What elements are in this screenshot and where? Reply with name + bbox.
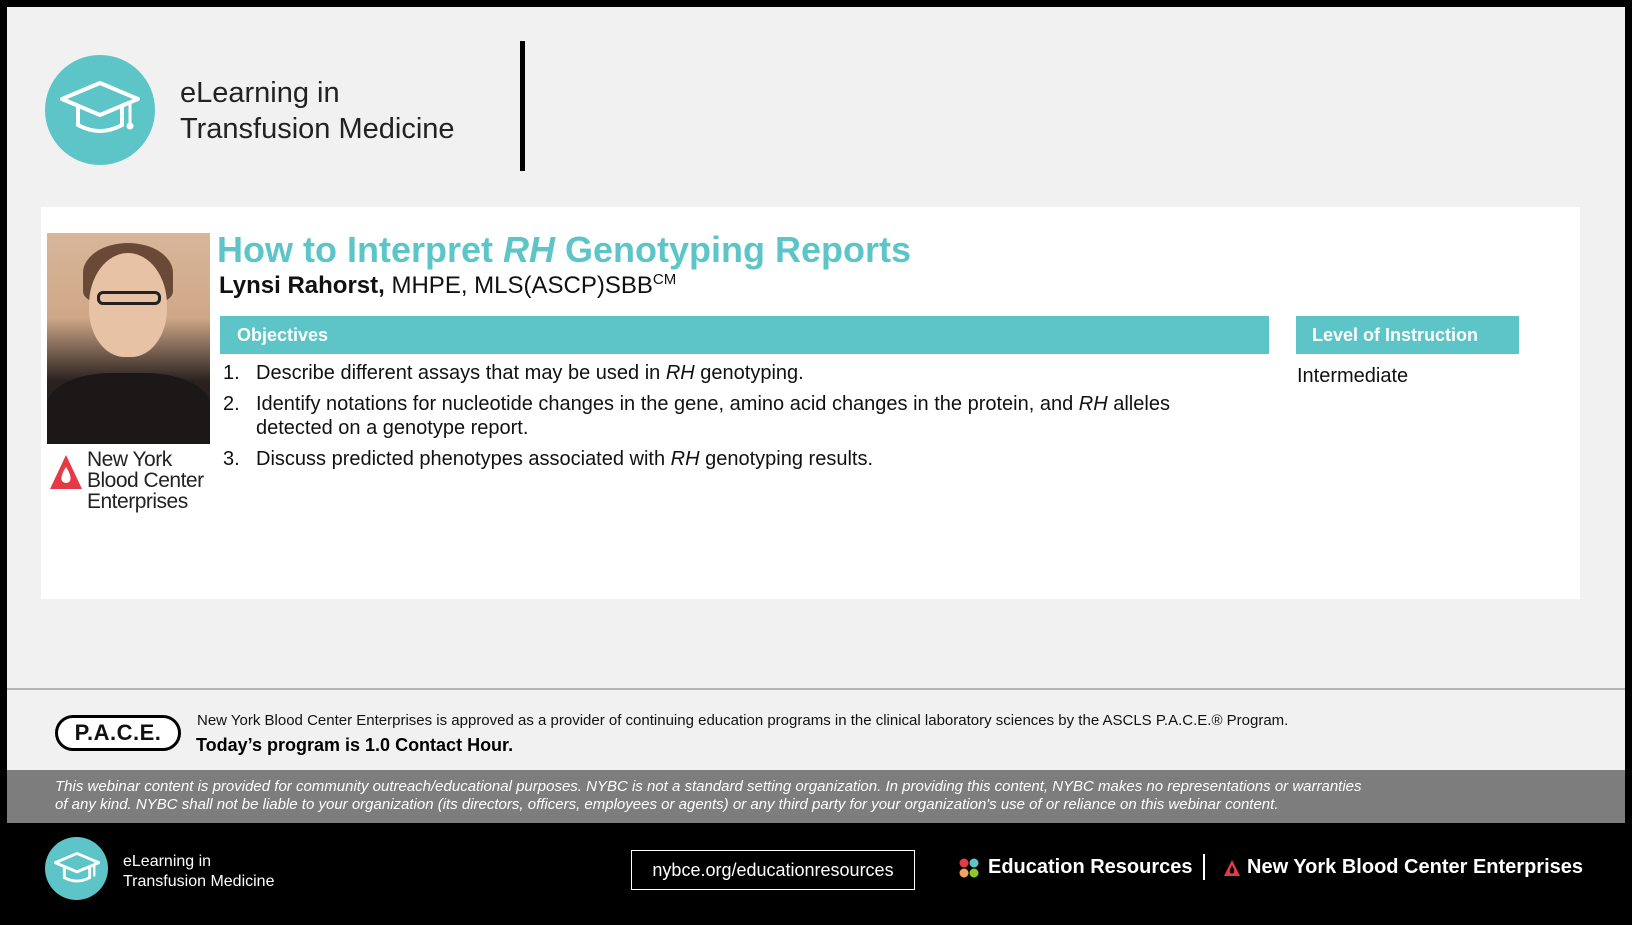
graduation-cap-icon (60, 79, 140, 141)
footer-separator (7, 688, 1625, 690)
disclaimer-line2: of any kind. NYBC shall not be liable to your organization (its directors, officers, employees or agents) or any third party for your organization's use of or reliance on this webinar content. (55, 796, 1279, 813)
presenter-photo (47, 233, 210, 444)
contact-hours: Today’s program is 1.0 Contact Hour. (196, 735, 514, 755)
affiliation-line2: Blood Center (87, 469, 204, 492)
title-italic: RH (503, 229, 555, 270)
level-heading: Level of Instruction (1296, 316, 1519, 354)
footer-bar (7, 823, 1625, 918)
objectives-list (223, 361, 1223, 478)
elearning-logo (45, 55, 155, 165)
footer-divider (1203, 854, 1205, 880)
objectives-heading: Objectives (220, 316, 1269, 354)
objective-item: 3. Discuss predicted phenotypes associated with RH genotyping results. (223, 448, 873, 470)
presenter-credentials: MHPE, MLS(ASCP)SBB (384, 272, 653, 299)
education-resources-link[interactable] (958, 856, 1193, 879)
level-value: Intermediate (1297, 365, 1409, 387)
nybc-drop-icon (49, 453, 83, 493)
affiliation-line3: Enterprises (87, 490, 188, 513)
objective-item: 2. Identify notations for nucleotide changes in the gene, amino acid changes in the protein, and RH alleles detected on a genotype report. (223, 393, 1170, 439)
objective-item: 1. Describe different assays that may be used in RH genotyping. (223, 362, 804, 384)
nybc-affiliation-logo (49, 448, 214, 513)
title-part1: How to Interpret (217, 229, 503, 270)
nybc-footer-link[interactable] (1223, 856, 1583, 879)
title-part2: Genotyping Reports (555, 229, 912, 270)
pace-badge: P.A.C.E. (55, 715, 181, 751)
header-brand (180, 75, 455, 147)
header-brand-line2: Transfusion Medicine (180, 113, 455, 145)
footer-brand (123, 852, 274, 892)
slide (7, 7, 1625, 918)
education-resources-icon (958, 857, 980, 879)
course-title (217, 229, 911, 271)
nybc-footer-label: New York Blood Center Enterprises (1247, 856, 1584, 878)
pace-statement: New York Blood Center Enterprises is approved as a provider of continuing education programs in the clinical laboratory sciences by the ASCLS P.A.C.E.® Program. (197, 712, 1289, 729)
header-divider (520, 41, 525, 171)
presenter-superscript: CM (652, 271, 677, 288)
presenter-line (219, 271, 676, 300)
footer-elearning-logo (45, 837, 108, 900)
disclaimer (7, 770, 1625, 823)
footer-brand-line1: eLearning in (123, 853, 212, 870)
course-card (41, 207, 1580, 599)
header-brand-line1: eLearning in (180, 77, 340, 109)
education-resources-label: Education Resources (988, 856, 1193, 878)
education-url-link[interactable]: nybce.org/educationresources (631, 850, 915, 890)
presenter-name: Lynsi Rahorst, (219, 272, 385, 299)
graduation-cap-icon (54, 851, 100, 887)
nybc-drop-icon (1223, 859, 1241, 877)
disclaimer-line1: This webinar content is provided for community outreach/educational purposes. NYBC is not a standard setting organization. In providing this content, NYBC makes no representations or warranties (55, 778, 1362, 795)
affiliation-line1: New York (87, 448, 172, 471)
footer-brand-line2: Transfusion Medicine (123, 873, 275, 890)
